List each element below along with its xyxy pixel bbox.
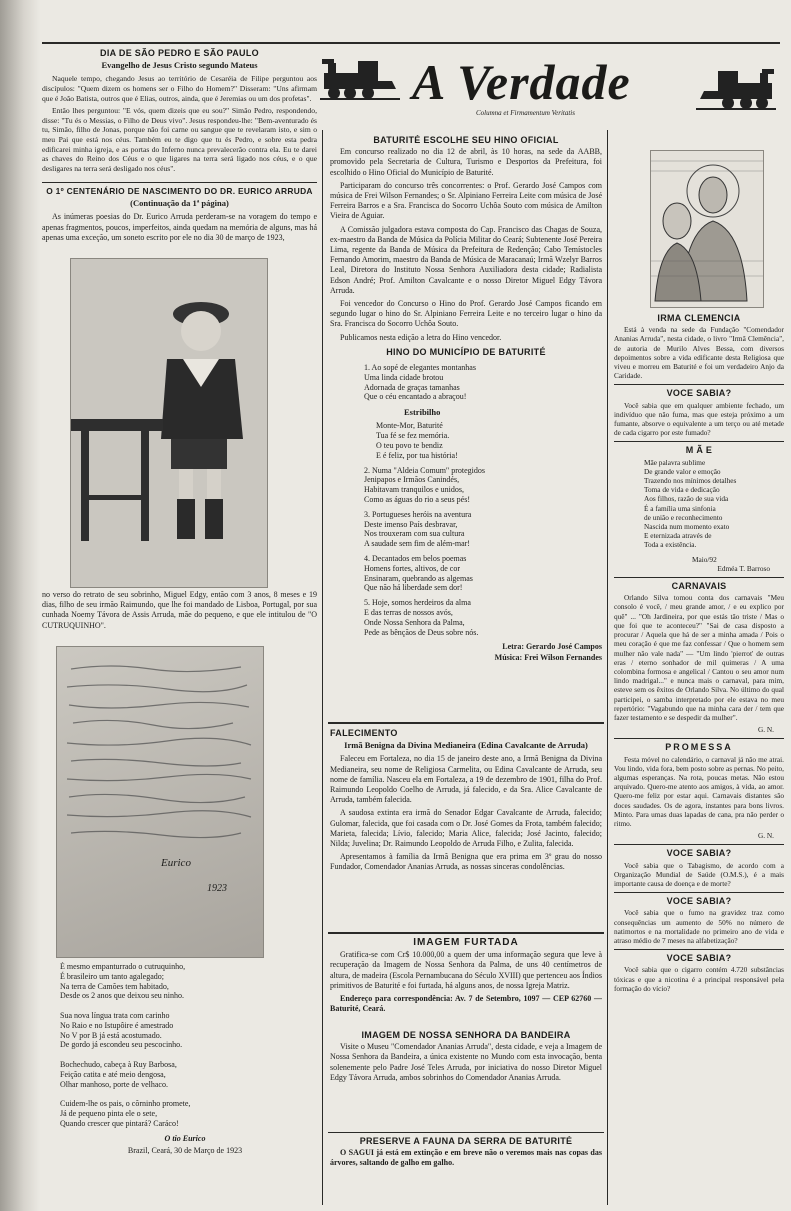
anthem-refrain [364,421,602,460]
manuscript-photo [56,646,264,958]
gospel-paragraph-1: Naquele tempo, chegando Jesus ao território de Cesaréia de Filipe perguntou aos discípulos: "Quem dizem os homens ser o Filho do Homem?" Disseram: "Uns afirmam que é João Batista, outros que é Elias, outros, ainda, que é Jeremias ou um dos profetas". [42,74,317,103]
stolen-image-title: IMAGEM FURTADA [413,938,519,948]
mae-poem-line: Toda a existência. [644,540,697,550]
anthem-line: 3. Portugueses heróis na aventura [364,509,472,519]
anthem-stanza-3 [364,510,602,549]
anthem-title: HINO DO MUNICÍPIO DE BATURITÉ [386,346,546,357]
sonnet-line [60,1050,310,1060]
promessa-signature: G. N. [757,831,774,841]
child-portrait-photo [70,258,268,588]
masthead-motto: Columna et Firmamentum Veritatis [476,109,575,117]
anthem-stanza-5 [364,598,602,637]
anthem-p3: A Comissão julgadora estava composta do Cap. Francisco das Chagas de Souza, ex-maestro da Banda de Música da Polícia Militar do Ceará; Subtenente José Pereira Lima, regente da Banda de Música da Prefeitura de Redenção; Cabo Temístocles Fernando Amorim, maestro da Banda de Música de Maracanaú; Irmã Wzelyr Barros Leal, Diretora do Instituto Nossa Senhora Auxiliadora desta cidade; Radialista Edson André; Prof. Amilton Cavalcante e o nosso Diretor Miguel Edgy Távora Arruda. [330,224,602,295]
obituary-article [330,728,602,932]
museum-p1: Visite o Museu "Comendador Ananias Arruda", desta cidade, e veja a Imagem de Nossa Senhora da Bandeira, a única existente no Mundo com esta invocação, benta solenemente pelo Padre José Teles Arruda, por iniciativa do nosso Diretor Miguel Edgy Távora Arruda, ambos sobrinhos do Comendador Ananias Arruda. [330,1042,602,1082]
sonnet-line [60,1001,310,1011]
carnavais-text: Orlando Silva tomou conta dos carnavais "Meu consolo é você, / meu grande amor, / e eu explico por quê" ... "Oh Jardineira, por que estás tão triste / Mas o que foi que te aconteceu?" "Sai de casa disposto a procurar / Aquela que há de ser a minha amada / Pois o meu coração é que me faz confessar / Que o homem sem mulher não vale nada" — "Um lindo 'pierrot' de outras eras / eterno sonhador de mil quimeras / A uma colombina formosa e angelical / Cantou o seu amor num lindo madrigal..." e nunca mais o carnaval, para mim, esteve sem os êxitos de Orlando Silva. No último do qual participei, o samba interpretado por ele estava no meu repertório: "Vagabundo que na minha cara der / tem que fazer testamento e se despedir da mulher". [614,593,784,722]
anthem-p2: Participaram do concurso três concorrentes: o Prof. Gerardo José Campos com música de Frei Wilson Fernandes; o Sr. Alpiniano Ferreira Leite com música de José Ferreira Barros e a Sra. Francisca do Socorro Uchôa Souto com música de Amilton Vieira de Aguiar. [330,180,602,221]
col2-rule-2 [328,932,604,934]
gospel-paragraph-2: Então lhes perguntou: "E vós, quem dizeis que eu sou?" Simão Pedro, respondendo, disse: "Tu és o Messias, o Filho de Deus vivo". Jesus respondeu-lhe: "Bem-aventurado és tu, Simão, filho de Jonas, porque não foi carne ou sangue que te revelaram isto, e sim o meu Pai que está nos céus. Também eu te digo que tu és Pedro, e sobre esta pedra edificarei minha igreja, e as portas do Inferno nunca prevalecerão contra ela. Eu te darei as chaves do Reino dos Céus e o que ligares na terra será ligado nos céus, e o que desligares na terra será desligado nos céus". [42,106,317,173]
anthem-line: Monte-Mor, Baturité [376,421,443,431]
sonnet-dateline: Brazil, Ceará, 30 de Março de 1923 [127,1145,243,1155]
obituary-p3: Apresentamos à família da Irmã Benigna que era prima em 3º grau do nosso Fundador, Comendador Ananias Arruda, as nossas sinceras condolências. [330,852,602,872]
anthem-line: Deste imenso País desbravar, [364,519,458,529]
sonnet-line: É mesmo empanturrado o cutruquinho, [60,962,186,971]
gospel-subtitle: Evangelho de Jesus Cristo segundo Mateus [101,60,258,71]
irma-clemencia-caption: IRMÃ CLEMENCIA [657,314,741,323]
col1-rule-1 [42,182,317,183]
centenary-title: O 1º CENTENÁRIO DE NASCIMENTO DO DR. EURICO ARRUDA [46,186,313,196]
mae-date: Maio/92 [692,554,717,564]
mae-poem-line: É a família uma sinfonia [644,503,716,513]
col2-rule-3 [328,1132,604,1133]
anthem-line: 4. Decantados em belos poemas [364,554,467,564]
photo-caption-text: no verso do retrato de seu sobrinho, Miguel Edgy, então com 3 anos, 8 meses e 19 dias, filho de seu irmão Raimundo, que lhe foi mandado de Lisboa, Portugal, por sua cunhada Noemy Távora de Assis Arruda, mãe do pequeno, e que ele intitulou de "O CUTRUQUINHO". [42,590,317,630]
anthem-line: Homens fortes, altivos, de cor [364,563,460,573]
voce-sabia-4-text: Você sabia que o cigarro contém 4.720 substâncias tóxicas e que a nicotina é a principal responsável pela formação do vício? [614,965,784,993]
locomotive-left-icon [320,55,400,101]
voce-sabia-3-title: VOCE SABIA? [666,896,732,907]
sonnet-line: No V por B já está acostumado. [60,1030,162,1040]
centenary-article [42,186,317,256]
anthem-p1: Em concurso realizado no dia 12 de abril, às 10 horas, na sede da AABB, promovido pela Secretaria de Cultura, Turismo e Desportos da Prefeitura, foi escolhido o Hino Oficial do Município de Baturité. [330,147,602,177]
anthem-stanza-4 [364,554,602,593]
sonnet-line: Bochechudo, cabeça à Ruy Barbosa, [60,1059,177,1069]
column-rule-1 [322,130,323,1205]
stolen-image-notice [330,938,602,1030]
carnavais-title: CARNAVAIS [671,581,727,592]
mae-poem-line: Nascida num momento exato [644,522,730,532]
centenary-continuation: (Continuação da 1ª página) [130,198,229,209]
mae-title: M Ã E [685,445,713,456]
voce-sabia-1-text: Você sabia que em qualquer ambiente fechado, um indivíduo que não fuma, mas que esteja próximo a um fumante, absorve o equivalente a um terço ou até metade de cada cigarro por este fumado? [614,400,784,438]
manuscript-date: 1923 [207,883,227,894]
mae-poem-line: de união e reconhecimento [644,512,723,522]
obituary-p2: A saudosa extinta era irmã do Senador Edgar Cavalcante de Arruda, falecido; Gulomar, falecida, que foi casada com o Dr. José Gomes da Frota, também falecido; Marieta, falecida; Lívio, falecido; Maria Alice, falecida; José Jacinto, falecido; Nilda; Juvelina; Dr. Raimundo Leopoldo de Arruda Filho, e Zulita, falecida. [330,808,602,849]
voce-sabia-4-title: VOCE SABIA? [666,953,732,964]
locomotive-right-icon [696,65,776,111]
anthem-p4: Foi vencedor do Concurso o Hino do Prof. Gerardo José Campos ficando em segundo lugar o hino do Sr. Alpiniano Ferreira Leite e no terceiro lugar o hino da Sra. Francisca do Socorro Uchôa Souto. [330,299,602,329]
voce-sabia-3-text: Você sabia que o fumo na gravidez traz como consequências um aumento de 50% no número de natimortos e na mortalidade no primeiro ano de vida e atraso médio de 7 meses na alfabetização? [614,908,784,945]
sonnet-line: Quando crescer que pintará? Caráco! [60,1118,179,1128]
sonnet-line: É brasileiro um tanto agalegado; [60,971,164,981]
anthem-line: E é feliz, por tua história! [376,450,458,460]
anthem-line: 1. Ao sopé de elegantes montanhas [364,363,476,373]
child-figure-icon [71,259,267,587]
voce-sabia-2-text: Você sabia que o Tabagismo, de acordo com a Organização Mundial de Saúde (O.M.S.), é a mais importante causa de doença e de morte? [614,860,784,888]
anthem-line: Habitavam tranquilos e unidos, [364,485,464,495]
sonnet-line: Cuidem-lhe os pais, o cõrninho promete, [60,1099,191,1109]
irma-clemencia-engraving [650,150,764,308]
anthem-article-title: BATURITÉ ESCOLHE SEU HINO OFICIAL [373,135,559,145]
obituary-p1: Faleceu em Fortaleza, no dia 15 de janeiro deste ano, a Irmã Benigna da Divina Medianeira, seu nome de Religiosa Carmelita, ou Edina Cavalcante de Arruda, seu nome de família. Nasceu ela em Fortaleza, a 19 de dezembro de 1901, filha do Prof. Raimundo Leopoldo Coelho de Arruda, já falecido, e da Sra. Alice Cavalcante de Arruda, também falecida. [330,754,602,805]
voce-sabia-1-title: VOCE SABIA? [666,388,732,399]
mae-poem-line: Mãe palavra sublime [644,457,706,467]
anthem-lyrics-credit: Letra: Gerardo José Campos [502,642,602,652]
mae-poem-line: Trazendo nos mínimos detalhes [644,476,737,486]
anthem-line: Que o céu encantado a abraçou! [364,392,467,402]
promessa-text: Festa móvel no calendário, o carnaval já não me atrai. Vou lindo, vida fora, bem posto sobre as pernas. No peito, algumas esperanças. Na rota, poucas metas. Não estou arquivado. Quero-me atento aos amigos, à vida, ao amor. Quero-me feliz por estar aqui. Carnavais distantes são doces saudades. Os de agora, instantes para bons livros. Minto. Para umas duas lapadas de cana, pra não perder o ritmo. [614,754,784,828]
sonnet-line: Feição catita e até meio dengosa, [60,1069,166,1079]
religious-portrait-icon [651,151,763,307]
photo-caption [42,590,317,642]
sonnet-line: Na terra de Camões tem habitado, [60,981,169,991]
column-rule-2 [607,130,608,1205]
obituary-subtitle: Irmã Benigna da Divina Medianeira (Edina Cavalcante de Arruda) [344,740,588,751]
anthem-line: Como as águas do rio a seus pés! [364,495,470,505]
carnavais-signature: G. N. [757,725,774,735]
voce-sabia-2-title: VOCE SABIA? [666,848,732,859]
sonnet-line: Desde os 2 anos que deixou seu ninho. [60,991,184,1001]
mae-poem-line: De grande valor e emoção [644,466,721,476]
sonnet-line: Olhar manhoso, porte de velhaco. [60,1079,168,1089]
irma-clemencia-p1: Está à venda na sede da Fundação "Comendador Ananias Arruda", nesta cidade, o livro "Irmã Clemência", de autoria de Murilo Alves Bessa, com diversos depoimentos sobre a vida edificante desta Religiosa que viveu e morreu em Baturité e foi um verdadeiro Anjo da Caridade. [614,325,784,381]
promessa-title: PROMESSA [665,742,733,753]
masthead-title: A Verdade [412,54,631,110]
mae-poem-line: Aos filhos, razão de sua vida [644,494,729,504]
stolen-image-address: Endereço para correspondência: Av. 7 de Setembro, 1097 — CEP 62760 — Baturité, Ceará. [330,994,602,1014]
column-3 [614,314,784,1208]
mae-poem-line: Toma de vida e dedicação [644,485,720,495]
anthem-stanza-1 [364,363,602,402]
manuscript-signature: Eurico [161,857,191,869]
fauna-p1: O SAGUI já está em extinção e em breve não o veremos mais nas copas das árvores, saltando de galho em galho. [330,1148,602,1168]
museum-title: IMAGEM DE NOSSA SENHORA DA BANDEIRA [361,1030,571,1040]
sonnet-line: No Raio e no Istupôire é amestrado [60,1020,174,1030]
fauna-notice [330,1136,602,1196]
anthem-music-credit: Música: Frei Wilson Fernandes [494,652,602,662]
anthem-p5: Publicamos nesta edição a letra do Hino vencedor. [340,332,502,342]
anthem-line: A saudade sem fim de além-mar! [364,539,470,549]
anthem-line: Jenipapos e Irmãos Canindés, [364,475,460,485]
masthead [320,55,780,125]
sonnet-line: Já de pequeno pinta ele o sete, [60,1108,158,1118]
anthem-line: Onde Nossa Senhora da Palma, [364,617,465,627]
anthem-line: Pede as bênçãos de Deus sobre nós. [364,627,479,637]
anthem-line: 5. Hoje, somos herdeiros da alma [364,598,471,608]
anthem-article [330,135,602,725]
fauna-title: PRESERVE A FAUNA DA SERRA DE BATURITÉ [359,1136,573,1146]
mae-poem-line: E eternizada através de [644,531,712,541]
sonnet-signature: O tio Eurico [164,1133,206,1143]
mae-author: Edméa T. Barroso [717,563,770,573]
anthem-line: Que não há liberdade sem dor! [364,583,463,593]
anthem-line: Uma linda cidade brotou [364,372,444,382]
anthem-line: O teu povo te bendiz [376,441,443,451]
mae-poem [614,458,784,550]
anthem-stanza-2 [364,466,602,505]
anthem-line: Nos trouxeram com sua cultura [364,529,465,539]
anthem-refrain-label: Estribilho [404,407,441,418]
sonnet-lines [60,962,310,1129]
gospel-title: DIA DE SÃO PEDRO E SÃO PAULO [100,48,259,58]
top-rule [42,42,780,44]
stolen-image-p1: Gratifica-se com Cr$ 10.000,00 a quem der uma informação segura que leve à recuperação da Imagem de Nossa Senhora da Palma, de uns 40 centímetros de altura, de madeira (Escola Pernambucana do Século XVIII) que pertenceu aos Índios primitivos de Baturité e foi furtada, há alguns anos, de nossa Igreja Matriz. [330,950,602,990]
obituary-title: FALECIMENTO [330,728,398,738]
anthem-line: 2. Numa "Aldeia Comum" protegidos [364,465,485,475]
col2-rule-1 [328,722,604,724]
anthem-line: Adornada de graças tamanhas [364,382,460,392]
sonnet [60,962,310,1206]
museum-notice [330,1030,602,1130]
column-1-top [42,48,317,188]
anthem-line: Ensinaram, quebrando as algemas [364,573,473,583]
anthem-line: E das terras de nossos avós, [364,608,453,617]
centenary-paragraph: As inúmeras poesias do Dr. Eurico Arruda perderam-se na voragem do tempo e apenas fragmentos, poucos, imperfeitos, ainda quedam na memória de alguns, mas há apenas uma exceção, um soneto escrito por ele no dia 30 de março de 1923, [42,212,317,242]
handwriting-lines-icon [57,647,263,957]
sonnet-line: Sua nova língua trata com carinho [60,1010,170,1020]
sonnet-line [60,1089,310,1099]
anthem-line: Tua fé se fez memória. [376,431,450,441]
sonnet-line: De gordo já escondeu seu pescocinho. [60,1040,183,1050]
